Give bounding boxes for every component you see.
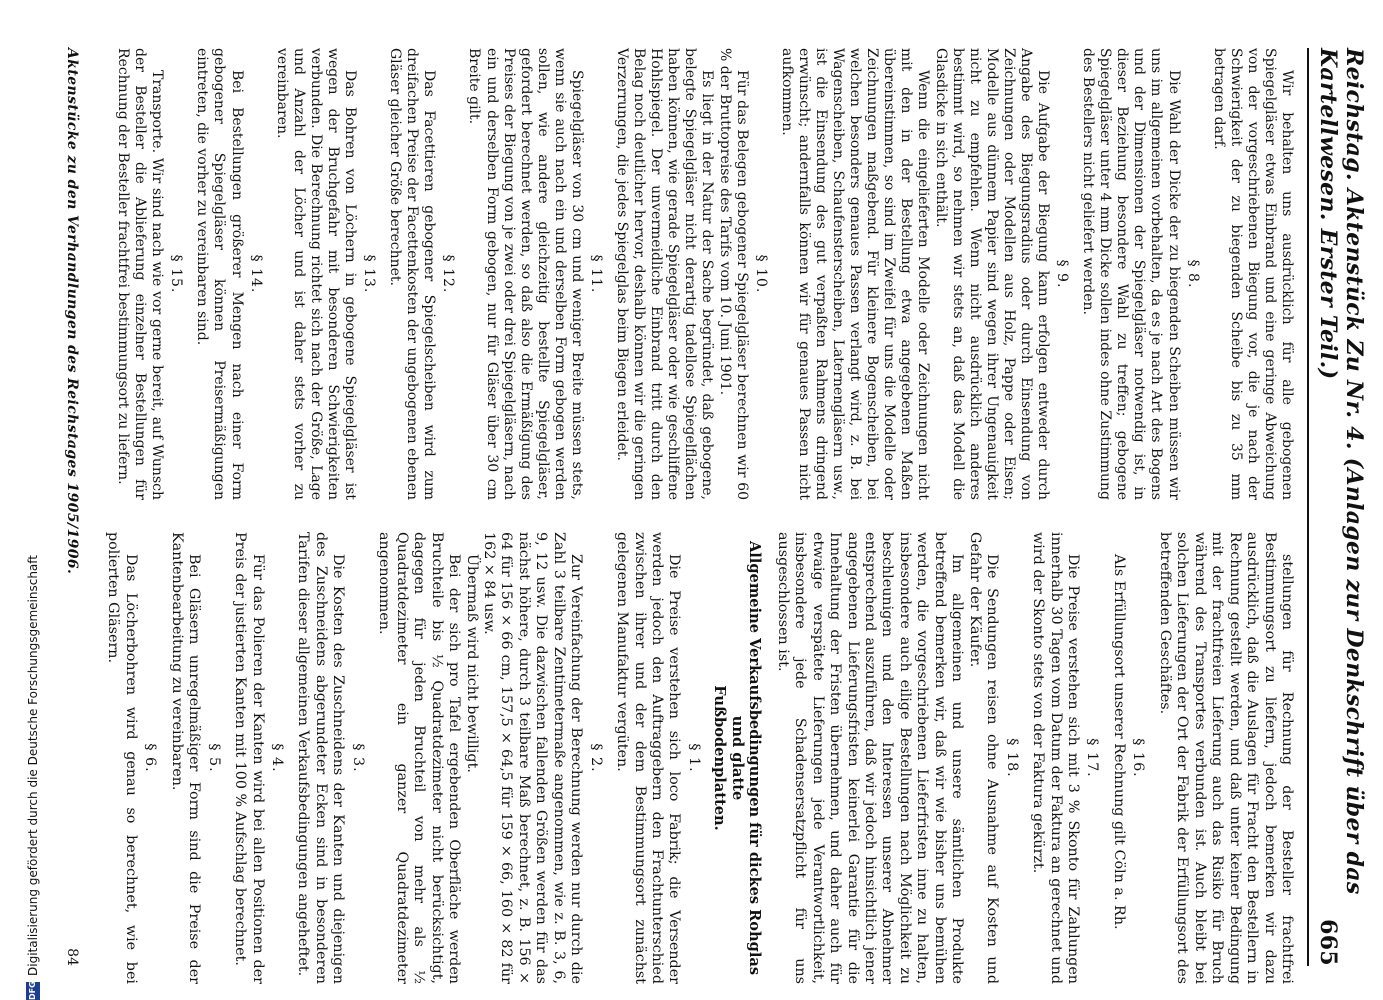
paragraph: Das Bohren von Löchern in gebogene Spiegelgläser ist wegen der Bruchgefahr mit besonderen Schwierigkeiten verbunden. Die Berechnung richtet sich nach der Größe, Lage und Anzahl der Löcher und ist daher stets vorher zu vereinbaren. xyxy=(273,48,359,500)
paragraph-number: § 6. xyxy=(142,743,159,773)
paragraph: Die Preise verstehen sich mit 3 % Skonto für Zahlungen innerhalb 30 Tagen vom Datum der Faktura an gerechnet und wird der Skonto stets von der Faktura gekürzt. xyxy=(1030,532,1082,984)
paragraph-number: § 2. xyxy=(587,743,604,773)
paragraph-number: § 12. xyxy=(440,254,457,294)
paragraph: Als Erfüllungsort unserer Rechnung gilt Cöln a. Rh. xyxy=(1110,554,1127,930)
dfg-logo-icon: DFG xyxy=(26,982,40,1000)
paragraph: Übermaß wird nicht bewilligt. xyxy=(463,554,480,773)
paragraph-number: § 13. xyxy=(361,254,378,294)
paragraph: Für das Belegen gebogener Spiegelgläser berechnen wir 60 % der Bruttopreise des Tarifs vom 10. Juni 1901. xyxy=(716,48,750,500)
paragraph: Das Facettieren gebogener Spiegelscheiben wird zum dreifachen Preise der Facettenkosten der ungebogenen ebenen Gläser gleicher Größe berechnet. xyxy=(387,48,438,500)
footer-sheet-number: 84 xyxy=(64,948,80,966)
section-heading-line: Allgemeine Verkaufsbedingungen für dickes Rohglas und glatte xyxy=(728,540,764,976)
paragraph-number: § 14. xyxy=(247,254,264,294)
footer-source: Aktenstücke zu den Verhandlungen des Reichstages 1905/1906. xyxy=(64,48,80,575)
page-number: 665 xyxy=(1315,919,1341,966)
paragraph-number: § 10. xyxy=(752,254,769,294)
paragraph: Im allgemeinen und unsere sämtlichen Produkte betreffend bemerken wir, daß wir wie bisher uns bemühen werden, die vorgeschriebenen Lieferfristen inne zu halten, insbesondere auch eilige Bestellungen nach Möglichkeit zu beschleunigen und den Interessen unserer Abnehmer entsprechend auszuführen, daß wir jedoch hinsichtlich jener angegebenen Lieferungsfristen keinerlei Garantie für die Innehaltung der Fristen übernehmen, und daher auch für etwaige verspätete Lieferungen jede Verantwortlichkeit, insbesondere jede Schadensersatzpflicht für uns ausgeschlossen ist. xyxy=(774,532,966,984)
paragraph: Die Wahl der Dicke der zu biegenden Scheiben müssen wir uns im allgemeinen vorbehalten, da es je nach Art des Bogens und der Dimensionen der Spiegelgläser notwendig ist, in dieser Beziehung besondere Wahl zu treffen; gebogene Spiegelgläser unter 4 mm Dicke sollen indes ohne Zustimmung des Bestellers nicht geliefert werden. xyxy=(1080,48,1182,500)
section-heading-line: Fußbodenplatten. xyxy=(711,685,729,831)
paragraph: Die Aufgabe der Biegung kann erfolgen entweder durch Angabe des Biegungsradius oder durch Einsendung von Zeichnungen oder Modellen aus Holz, Pappe oder Eisen; Modelle aus dünnem Papier sind wegen ihrer Ungenauigkeit nicht zu empfehlen. Wenn nicht ausdrücklich anderes bestimmt wird, so nehmen wir stets an, daß das Modell die Glasdicke in sich enthält. xyxy=(932,48,1051,500)
paragraph: Wir behalten uns ausdrücklich für alle gebogenen Spiegelgläser etwas Einbrand und eine geringe Abweichung von der vorgeschriebenen Biegung vor, die je nach der Schwierigkeit der zu biegenden Scheibe bis zu 35 mm betragen darf. xyxy=(1210,48,1295,500)
paragraph: Für das Polieren der Kanten wird bei allen Positionen der Preis der justierten Kanten mit 100 % Aufschlag berechnet. xyxy=(232,532,266,984)
paragraph: Spiegelgläser von 30 cm und weniger Breite müssen stets, wenn sie auch nach ein und derselben Form gebogen werden sollen, wie andere gleichzeitig bestellte Spiegelgläser, gefordert berechnet werden, so daß also die Ermäßigung des Preises der Biegung von je zwei oder drei Spiegelgläsern, nach ein und derselben Form gebogen, nur für Gläser über 30 cm Breite gilt. xyxy=(466,48,585,500)
paragraph: Wenn die eingelieferten Modelle oder Zeichnungen nicht mit den in der Bestellung etwa angegebenen Maßen übereinstimmen, so sind im Zweifel für uns die Modelle oder Zeichnungen maßgebend. Für kleinere Bogenscheiben, bei welchen besonders genaues Passen verlangt wird, z. B. bei Wagenscheiben, Schaufensterscheiben, Laternengläsern usw., ist die Einsendung des gut verpaßten Rahmens dringend erwünscht; andernfalls können wir für genaues Passen nicht aufkommen. xyxy=(778,48,932,500)
paragraph-number: § 16. xyxy=(1130,738,1147,778)
section-heading xyxy=(711,532,763,984)
paragraph-number: § 1. xyxy=(685,743,702,773)
paragraph: Bei Bestellungen größerer Mengen nach einer Form gebogener Spiegelgläser können Preisermäßigungen eintreten, die vorher zu vereinbaren sind. xyxy=(194,48,245,500)
paragraph-number: § 18. xyxy=(1003,738,1020,778)
paragraph-number: § 4. xyxy=(268,743,285,773)
digitization-credit xyxy=(22,0,44,1000)
paragraph-number: § 11. xyxy=(588,254,605,294)
page-body xyxy=(55,18,1367,986)
paragraph-number: § 15. xyxy=(168,254,185,294)
paragraph-number: § 8. xyxy=(1184,259,1201,289)
paragraph: Bei der sich pro Tafel ergebenden Oberfläche werden Bruchteile bis ½ Quadratdezimeter nicht berücksichtigt, dagegen für jeden Bruchteil von mehr als ½ Quadratdezimeter ein ganzer Quadratdezimeter angenommen. xyxy=(376,532,463,984)
paragraph-number: § 3. xyxy=(349,743,366,773)
left-text-column xyxy=(114,48,1295,500)
paragraph: Das Löcherbohren wird genau so berechnet, wie bei polierten Gläsern. xyxy=(105,532,139,984)
paragraph-number: § 5. xyxy=(205,743,222,773)
paragraph: Die Kosten des Zuschneidens der Kanten und diejenigen des Zuschneidens abgerundeter Ecken sind in besonderen Tarifen dieser allgemeinen Verkaufsbedingungen angeheftet. xyxy=(295,532,347,984)
paragraph: stellungen für Rechnung der Besteller frachtfrei Bestimmungsort zu liefern, jedoch bemerken wir dazu ausdrücklich, daß die Auslagen für Fracht den Bestellern in Rechnung gestellt werden, und daß unter keiner Bedingung mit der frachtfreien Lieferung auch das Risiko für Bruch während des Transportes verbunden ist. Auch bleibt bei solchen Lieferungen der Ort der Fabrik der Erfüllungsort des betreffenden Geschäftes. xyxy=(1156,532,1295,984)
right-text-column xyxy=(104,532,1295,984)
header-rule xyxy=(1307,48,1309,966)
paragraph: Es liegt in der Natur der Sache begründet, daß gebogene, belegte Spiegelgläser nicht derartig tadellose Spiegelflächen haben können, wie gerade Spiegelgläser oder wie geschliffene Hohlspiegel. Der unvermeidliche Einbrand tritt durch den Belag noch deutlicher hervor, deshalb können wir die geringen Verzerrungen, die jedes Spiegelglas beim Biegen erleidet. xyxy=(614,48,716,500)
paragraph: Die Preise verstehen sich loco Fabrik; die Versender werden jedoch den Auftraggebern den Frachtunterschied zwischen ihrer und der dem Bestimmungsort zunächst gelegenen Manufaktur vergüten. xyxy=(614,532,683,984)
paragraph: Bei Gläsern unregelmäßiger Form sind die Preise der Kantenbearbeitung zu vereinbaren. xyxy=(168,532,203,984)
credit-text: Digitalisierung gefördert durch die Deutsche Forschungsgemeinschaft xyxy=(26,554,40,976)
paragraph: Zur Vereinfachung der Berechnung werden nur durch die Zahl 3 teilbare Zentimetermaße angenommen, wie z. B. 3, 6, 9, 12 usw. Die dazwischen fallenden Größen werden für das nächst höhere, durch 3 teilbare Maß berechnet, z. B. 156 × 64 für 156 × 66 cm, 157,5 × 64,5 für 159 × 66, 160 × 82 für 162 × 84 usw. xyxy=(480,532,585,984)
paragraph-number: § 9. xyxy=(1054,259,1071,289)
paragraph: Transporte. Wir sind nach wie vor gerne bereit, auf Wunsch der Besteller die Ablieferung einzelner Bestellungen für Rechnung der Besteller frachtfrei bestimmungsort zu liefern. xyxy=(115,48,166,500)
paragraph-number: § 17. xyxy=(1084,738,1101,778)
page-footer xyxy=(64,48,80,966)
running-title: Reichstag. Aktenstück Zu Nr. 4. (Anlagen zur Denkschrift über das Kartellwesen. Erster Teil.) xyxy=(1315,48,1367,895)
paragraph: Die Sendungen reisen ohne Ausnahme auf Kosten und Gefahr der Käufer. xyxy=(966,532,1001,984)
page-header xyxy=(1315,48,1367,966)
